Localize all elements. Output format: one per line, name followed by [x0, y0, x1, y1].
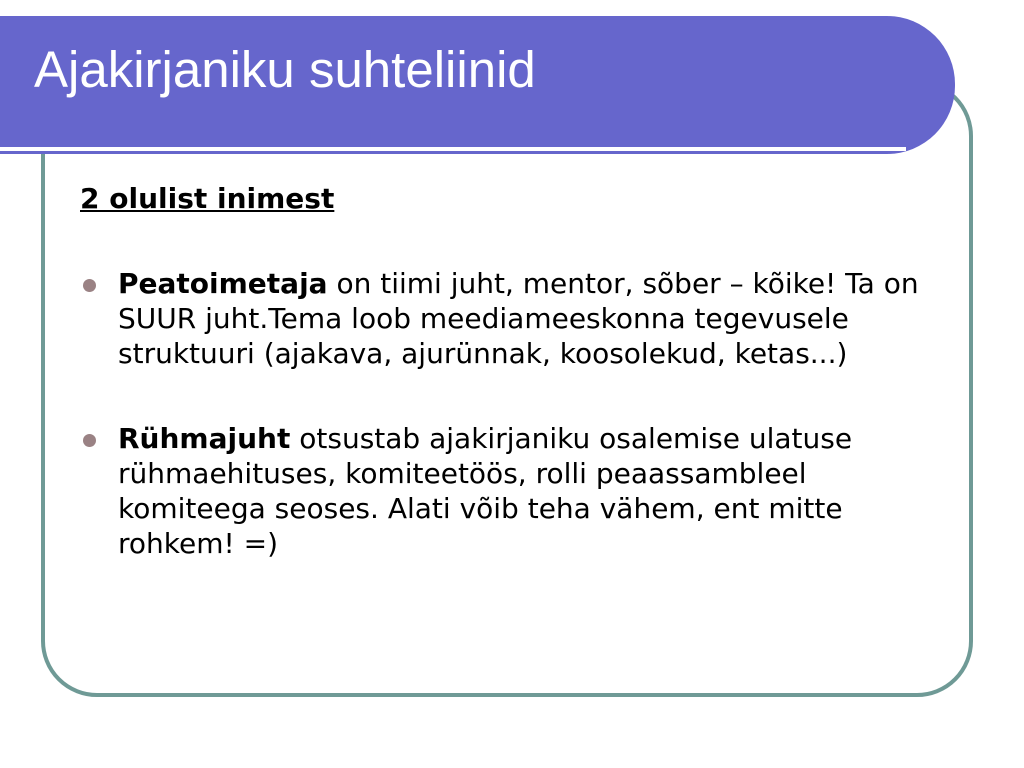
subheading: 2 olulist inimest [80, 182, 335, 215]
bullet-term: Rühmajuht [118, 422, 291, 455]
title-divider [0, 147, 906, 151]
bullet-item [80, 266, 930, 371]
bullet-term: Peatoimetaja [118, 267, 328, 300]
bullet-item [80, 421, 930, 561]
slide-body [80, 181, 930, 561]
bullet-list [80, 266, 930, 561]
bullet-dot-icon [83, 279, 96, 292]
bullet-dot-icon [83, 434, 96, 447]
bullet-text: on tiimi juht, mentor, sõber – kõike! Ta on SUUR juht.Tema loob meediameeskonna tegevusele struktuuri (ajakava, ajurünnak, koosolekud, ketas...) [118, 267, 919, 370]
slide-title: Ajakirjaniku suhteliinid [34, 41, 536, 98]
bullet-text: otsustab ajakirjaniku osalemise ulatuse rühmaehituses, komiteetöös, rolli peaassambleel komiteega seoses. Alati võib teha vähem, ent mitte rohkem! =) [118, 422, 853, 560]
